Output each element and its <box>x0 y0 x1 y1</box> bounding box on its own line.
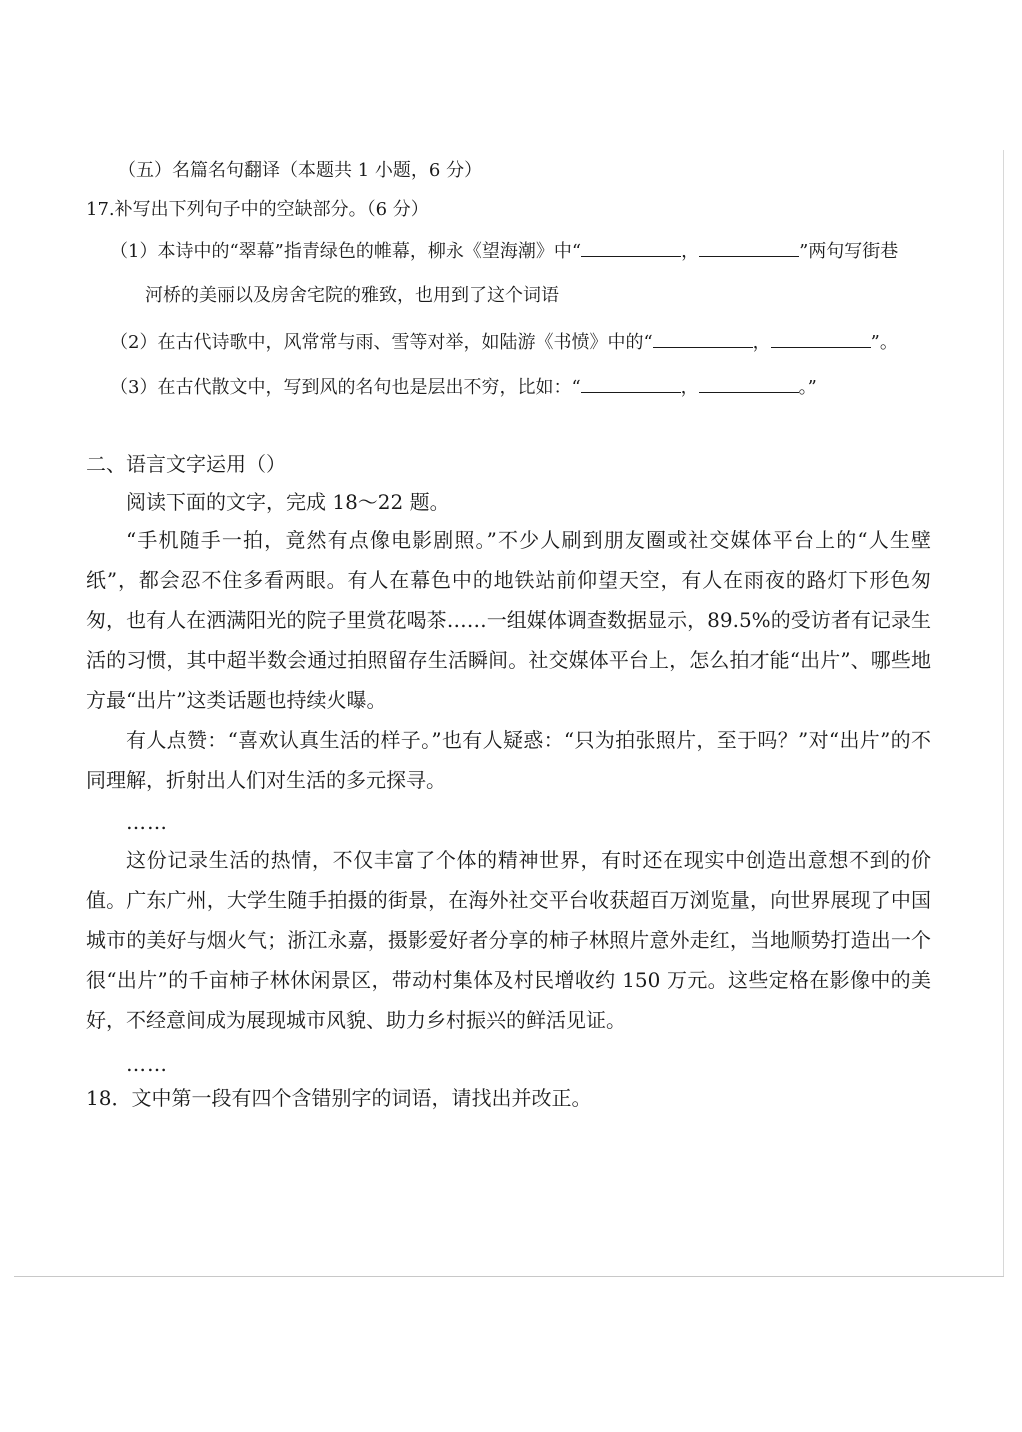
answer-blank[interactable] <box>699 374 799 393</box>
question-17-item-1 <box>110 238 898 264</box>
question-18: 18．文中第一段有四个含错别字的词语，请找出并改正。 <box>86 1086 592 1110</box>
answer-blank[interactable] <box>771 329 871 348</box>
ellipsis: …… <box>126 1052 168 1076</box>
ellipsis: …… <box>126 810 168 834</box>
question-17-item-1-continuation: 河桥的美丽以及房舍宅院的雅致，也用到了这个词语 <box>145 285 559 306</box>
answer-blank[interactable] <box>653 329 753 348</box>
item-2-separator: ， <box>752 332 771 353</box>
answer-blank[interactable] <box>581 238 681 257</box>
reading-instruction: 阅读下面的文字，完成 18～22 题。 <box>126 490 450 514</box>
part-2-heading: 二、语言文字运用（） <box>86 452 286 476</box>
page-bottom-rule <box>14 1276 1004 1277</box>
question-17-stem: 17.补写出下列句子中的空缺部分。（6 分） <box>86 199 429 220</box>
item-3-suffix: 。” <box>798 377 817 398</box>
vertical-edge-line <box>1003 150 1004 1276</box>
answer-blank[interactable] <box>581 374 681 393</box>
passage-paragraph-2: 有人点赞：“喜欢认真生活的样子。”也有人疑惑：“只为拍张照片，至于吗？”对“出片”的不同理解，折射出人们对生活的多元探寻。 <box>86 728 931 792</box>
item-3-separator: ， <box>680 377 699 398</box>
section-heading: （五）名篇名句翻译（本题共 1 小题，6 分） <box>118 160 483 181</box>
item-2-prefix: （2）在古代诗歌中，风常常与雨、雪等对举，如陆游《书愤》中的“ <box>110 332 653 353</box>
answer-blank[interactable] <box>699 238 799 257</box>
question-17-item-2 <box>110 329 898 355</box>
question-17-item-3 <box>110 374 817 400</box>
item-1-suffix: ”两句写街巷 <box>799 241 899 262</box>
item-2-suffix: ”。 <box>870 332 898 353</box>
passage-paragraph-1: “手机随手一拍，竟然有点像电影剧照。”不少人刷到朋友圈或社交媒体平台上的“人生壁纸”，都会忍不住多看两眼。有人在幕色中的地铁站前仰望天空，有人在雨夜的路灯下形色匆匆，也有人在洒满阳光的院子里赏花喝茶……一组媒体调查数据显示，89.5%的受访者有记录生活的习惯，其中超半数会通过拍照留存生活瞬间。社交媒体平台上，怎么拍才能“出片”、哪些地方最“出片”这类话题也持续火曝。 <box>86 528 931 712</box>
passage-paragraph-3: 这份记录生活的热情，不仅丰富了个体的精神世界，有时还在现实中创造出意想不到的价值。广东广州，大学生随手拍摄的街景，在海外社交平台收获超百万浏览量，向世界展现了中国城市的美好与烟火气；浙江永嘉，摄影爱好者分享的柿子林照片意外走红，当地顺势打造出一个很“出片”的千亩柿子林休闲景区，带动村集体及村民增收约 150 万元。这些定格在影像中的美好，不经意间成为展现城市风貌、助力乡村振兴的鲜活见证。 <box>86 848 931 1032</box>
item-3-prefix: （3）在古代散文中，写到风的名句也是层出不穷，比如：“ <box>110 377 581 398</box>
item-1-separator: ， <box>681 241 700 262</box>
item-1-prefix: （1）本诗中的“翠幕”指青绿色的帷幕，柳永《望海潮》中“ <box>110 241 582 262</box>
